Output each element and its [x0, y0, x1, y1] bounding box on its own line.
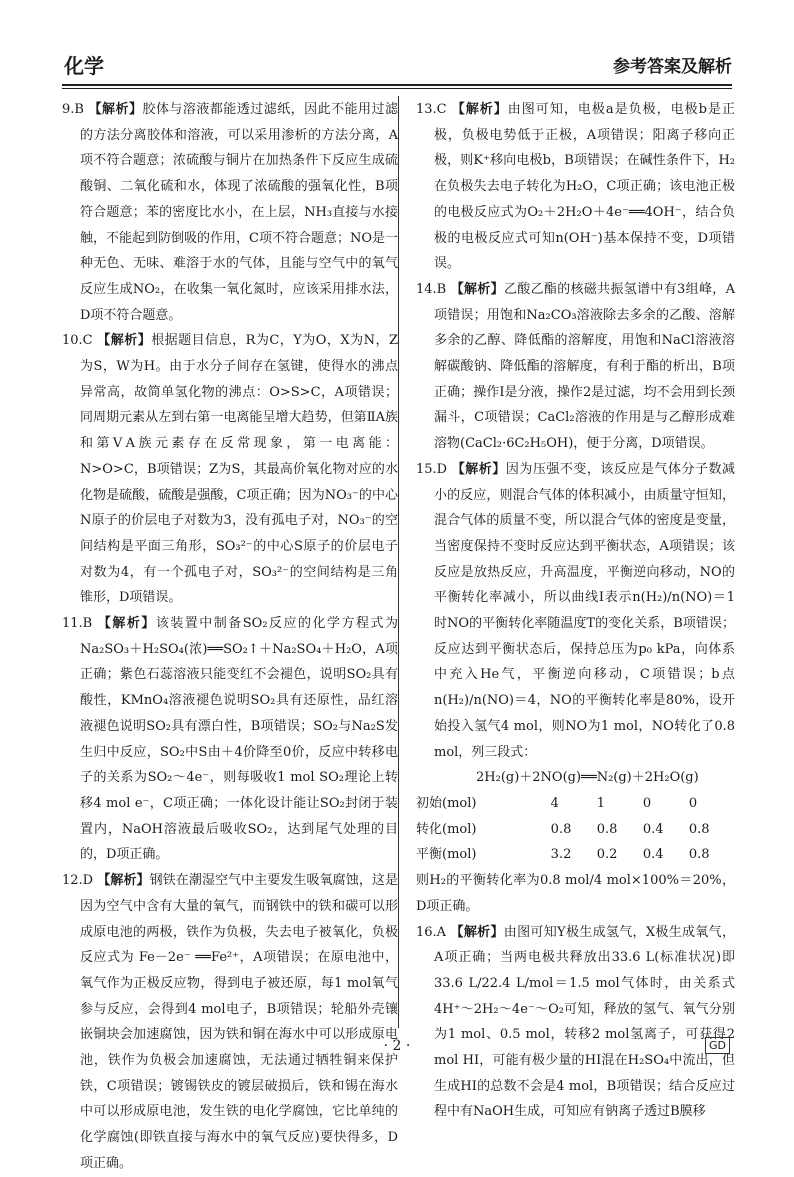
answer-item-16: 16.A 【解析】由图可知Y极生成氢气，X极生成氧气，A项正确；当两电极共释放出33.6 L(标准状况)即33.6 L/22.4 L/mol＝1.5 mol气体时，由关系式4H⁺～2H₂～4e⁻～O₂可知，释放的氢气、氧气分别为1 mol、0.5 mol，转移2 mol氢离子，可获得2 mol HI，可能有极少量的HI混在H₂SO₄中流出，但生成HI的总数不会是4 mol，B项错误；结合反应过程中有NaOH生成，可知应有钠离子透过B膜移 [416, 924, 735, 1120]
reaction-equation: 2H₂(g)＋2NO(g)══N₂(g)＋2H₂O(g) [476, 770, 699, 786]
table-cell: 4 [550, 795, 559, 811]
table-cell: 0 [688, 795, 698, 811]
right-column [416, 97, 735, 1125]
table-cell: 平衡(mol) [416, 847, 477, 863]
edition-badge: GD [705, 1037, 730, 1054]
header-rule-thick [62, 84, 732, 86]
table-cell: 初始(mol) [416, 795, 477, 811]
page-number: · 2 · [383, 1038, 411, 1054]
answer-item-14: 14.B 【解析】乙酸乙酯的核磁共振氢谱中有3组峰，A项错误；用饱和Na₂CO₃溶液除去多余的乙酸、溶解多余的乙醇、降低酯的溶解度，用饱和NaCl溶液溶解碳酸钠、降低酯的溶解度，有利于酯的析出，B项正确；操作Ⅰ是分液，操作2是过滤，均不会用到长颈漏斗，C项错误；CaCl₂溶液的作用是与乙醇形成难溶物(CaCl₂·6C₂H₅OH)，便于分离，D项错误。 [416, 281, 735, 452]
table-row [416, 817, 735, 843]
answer-item-15: 15.D 【解析】因为压强不变，该反应是气体分子数减小的反应，则混合气体的体积减小，由质量守恒知，混合气体的质量不变，所以混合气体的密度是变量，当密度保持不变时反应达到平衡状态，A项错误；该反应是放热反应，升高温度，平衡逆向移动，NO的平衡转化率减小，所以曲线Ⅰ表示n(H₂)/n(NO)＝1时NO的平衡转化率随温度T的变化关系，B项错误；反应达到平衡状态后，保持总压为p₀ kPa，向体系中充入He气，平衡逆向移动，C项错误；b点n(H₂)/n(NO)＝4，NO的平衡转化率是80%，设开始投入氢气4 mol，则NO为1 mol，NO转化了0.8 mol，列三段式： [416, 461, 735, 760]
answer-item-12: 12.D 【解析】钢铁在潮湿空气中主要发生吸氧腐蚀，这是因为空气中含有大量的氧气，而钢铁中的铁和碳可以形成原电池的两极，铁作为负极，失去电子被氧化，负极反应式为 Fe－2e⁻ ══Fe²⁺，A项错误；在原电池中，氧气作为正极反应物，得到电子被还原，每1 mol氧气参与反应，会得到4 mol电子，B项错误；轮船外壳镶嵌铜块会加速腐蚀，因为铁和铜在海水中可以形成原电池，铁作为负极会加速腐蚀，无法通过牺牲铜来保护铁，C项错误；镀锡铁皮的镀层破损后，铁和锡在海水中可以形成原电池，发生铁的电化学腐蚀，它比单纯的化学腐蚀(即铁直接与海水中的氧气反应)要快得多，D项正确。 [62, 873, 398, 1171]
table-row [416, 842, 735, 868]
table-cell: 0.8 [596, 821, 618, 837]
page-header-title: 参考答案及解析 [613, 57, 732, 77]
answer-item-13: 13.C 【解析】由图可知，电极a是负极，电极b是正极，负极电势低于正极，A项错误；阳离子移向正极，则K⁺移向电极b，B项错误；在碱性条件下，H₂在负极失去电子转化为H₂O，C项正确；该电池正极的电极反应式为O₂＋2H₂O＋4e⁻══4OH⁻，结合负极的电极反应式可知n(OH⁻)基本保持不变，D项错误。 [416, 102, 735, 272]
three-stage-table [416, 791, 735, 868]
table-cell: 1 [596, 795, 606, 811]
column-divider [398, 96, 399, 1028]
table-cell: 0.8 [688, 821, 710, 837]
table-cell: 转化(mol) [416, 821, 477, 837]
answer-item-11: 11.B 【解析】该装置中制备SO₂反应的化学方程式为Na₂SO₃＋H₂SO₄(浓)══SO₂↑＋Na₂SO₄＋H₂O，A项正确；紫色石蕊溶液只能变红不会褪色，说明SO₂具有酸性，KMnO₄溶液褪色说明SO₂具有还原性，品红溶液褪色说明SO₂具有漂白性，B项错误；SO₂与Na₂S发生归中反应，SO₂中S由＋4价降至0价，反应中转移电子的关系为SO₂～4e⁻，则每吸收1 mol SO₂理论上转移4 mol e⁻，C项正确；一体化设计能让SO₂封闭于装置内，NaOH溶液最后吸收SO₂，达到尾气处理的目的，D项正确。 [62, 616, 398, 863]
table-row [416, 791, 735, 817]
subject-label: 化学 [64, 54, 104, 78]
table-cell: 3.2 [550, 847, 572, 863]
left-column [62, 97, 398, 1177]
answer-item-15-conclusion: 则H₂的平衡转化率为0.8 mol/4 mol×100%＝20%，D项正确。 [416, 873, 735, 914]
answer-item-10: 10.C 【解析】根据题目信息，R为C，Y为O，X为N，Z为S，W为H。由于水分子间存在氢键，使得水的沸点异常高，故简单氢化物的沸点：O>S>C，A项错误；同周期元素从左到右第一电离能呈增大趋势，但第ⅡA族和第ⅤA族元素存在反常现象，第一电离能：N>O>C，B项错误；Z为S，其最高价氧化物对应的水化物是硫酸，硫酸是强酸，C项正确；因为NO₃⁻的中心N原子的价层电子对数为3，没有孤电子对，NO₃⁻的空间结构是平面三角形，SO₃²⁻的中心S原子的价层电子对数为4，有一个孤电子对，SO₃²⁻的空间结构是三角锥形，D项错误。 [62, 333, 398, 606]
answer-item-9: 9.B 【解析】胶体与溶液都能透过滤纸，因此不能用过滤的方法分离胶体和溶液，可以采用渗析的方法分离，A项不符合题意；浓硫酸与铜片在加热条件下反应生成硫酸铜、二氧化硫和水，体现了浓硫酸的强氧化性，B项符合题意；苯的密度比水小，在上层，NH₃直接与水接触，不能起到防倒吸的作用，C项不符合题意；NO是一种无色、无味、难溶于水的气体，且能与空气中的氧气反应生成NO₂，在收集一氧化氮时，应该采用排水法，D项不符合题意。 [62, 102, 398, 323]
table-cell: 0.4 [642, 847, 664, 863]
table-cell: 0.8 [688, 847, 710, 863]
header-rule-thin [62, 88, 732, 89]
table-cell: 0.2 [596, 847, 618, 863]
table-cell: 0.8 [550, 821, 572, 837]
table-cell: 0 [642, 795, 652, 811]
table-cell: 0.4 [642, 821, 664, 837]
